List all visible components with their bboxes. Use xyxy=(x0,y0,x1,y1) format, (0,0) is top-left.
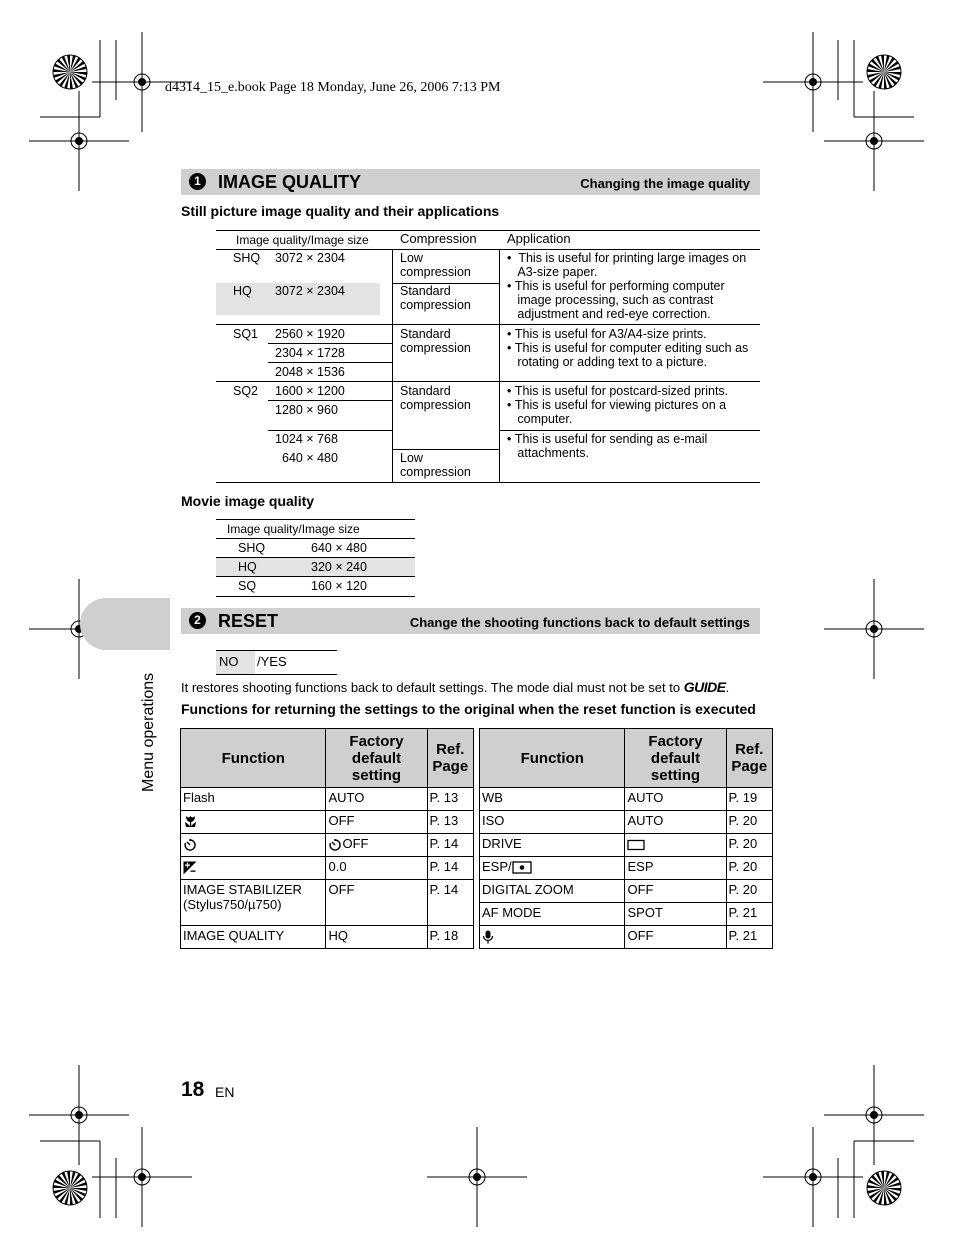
section-number: 1 xyxy=(189,173,206,190)
mode-sq1: SQ1 xyxy=(233,327,259,341)
movie-size: 640 × 480 xyxy=(311,541,367,555)
application-2: • This is useful for A3/A4-size prints. • This is useful for computer editing such as rotating or adding text to a picture. xyxy=(507,327,749,369)
size-sq1-3: 2048 × 1536 xyxy=(275,365,345,379)
table-row: DRIVE P. 20 xyxy=(480,834,773,857)
spot-metering-icon xyxy=(512,861,532,874)
language-label: EN xyxy=(215,1084,235,1100)
application-4: • This is useful for sending as e-mail attachments. xyxy=(507,432,708,460)
table-row: ESP/ ESP P. 20 xyxy=(480,857,773,880)
col-header-quality: Image quality/Image size xyxy=(236,233,369,247)
table-row: Flash AUTO P. 13 xyxy=(181,788,474,811)
size-sq2-2: 1280 × 960 xyxy=(275,403,338,417)
size-sq2-1: 1600 × 1200 xyxy=(275,384,345,398)
mode-hq: HQ xyxy=(233,284,252,298)
application-3: • This is useful for postcard-sized prints. • This is useful for viewing pictures on a computer. xyxy=(507,384,729,426)
section-number: 2 xyxy=(189,612,206,629)
compression-standard-3: Standard compression xyxy=(400,384,471,412)
header-factory: Factory default setting xyxy=(326,729,427,788)
table-row: 0.0 P. 14 xyxy=(181,857,474,880)
reset-description: It restores shooting functions back to default settings. The mode dial must not be set to GUIDE. xyxy=(181,679,730,695)
macro-icon xyxy=(183,815,198,828)
self-timer-icon xyxy=(183,838,197,852)
reset-table-left xyxy=(180,728,474,949)
table-row: IMAGE QUALITY HQ P. 18 xyxy=(181,926,474,949)
compression-standard-2: Standard compression xyxy=(400,327,471,355)
reset-table-heading: Functions for returning the settings to the original when the reset function is executed xyxy=(181,701,756,717)
table-row: WB AUTO P. 19 xyxy=(480,788,773,811)
option-yes: /YES xyxy=(257,654,287,669)
size-sq2-4: 640 × 480 xyxy=(282,451,338,465)
movie-size: 160 × 120 xyxy=(311,579,367,593)
size-hq: 3072 × 2304 xyxy=(275,284,345,298)
header-function: Function xyxy=(480,729,625,788)
exposure-compensation-icon xyxy=(183,861,197,875)
section-bar-reset xyxy=(181,608,760,634)
movie-heading: Movie image quality xyxy=(181,493,315,509)
option-no: NO xyxy=(219,654,239,669)
compression-low-1: Low compression xyxy=(400,251,471,279)
self-timer-icon xyxy=(328,838,342,852)
size-sq1-2: 2304 × 1728 xyxy=(275,346,345,360)
still-heading: Still picture image quality and their applications xyxy=(181,203,500,219)
table-row: OFF P. 14 xyxy=(181,834,474,857)
section-subtitle: Changing the image quality xyxy=(580,176,750,191)
mode-shq: SHQ xyxy=(233,251,261,265)
col-header-application: Application xyxy=(507,231,571,246)
section-subtitle: Change the shooting functions back to default settings xyxy=(409,615,750,630)
table-row: OFF P. 13 xyxy=(181,811,474,834)
header-ref: Ref. Page xyxy=(427,729,473,788)
movie-mode: SQ xyxy=(238,579,257,593)
section-title: RESET xyxy=(218,611,279,631)
microphone-icon xyxy=(482,930,494,944)
side-tab-label: Menu operations xyxy=(140,672,157,792)
table-row: OFF P. 21 xyxy=(480,926,773,949)
section-bar-image-quality xyxy=(181,169,760,195)
size-shq: 3072 × 2304 xyxy=(275,251,345,265)
movie-col-header: Image quality/Image size xyxy=(227,522,360,536)
movie-mode: HQ xyxy=(238,560,257,574)
size-sq2-3: 1024 × 768 xyxy=(275,432,338,446)
single-frame-icon xyxy=(627,839,645,851)
header-function: Function xyxy=(181,729,326,788)
movie-size: 320 × 240 xyxy=(311,560,367,574)
table-row: AF MODE SPOT P. 21 xyxy=(480,903,773,926)
compression-standard-1: Standard compression xyxy=(400,284,471,312)
table-row: IMAGE STABILIZER (Stylus750/µ750) OFF P. 14 xyxy=(181,880,474,926)
side-tab xyxy=(80,598,170,650)
col-header-compression: Compression xyxy=(400,231,477,246)
application-1: • This is useful for printing large images on A3-size paper. • This is useful for performing computer image processing, such as contrast adjustment and red-eye correction. xyxy=(507,251,747,321)
movie-mode: SHQ xyxy=(238,541,266,555)
reset-table-right xyxy=(479,728,773,949)
page-number: 18 xyxy=(181,1078,205,1101)
size-sq1-1: 2560 × 1920 xyxy=(275,327,345,341)
section-title: IMAGE QUALITY xyxy=(218,172,361,192)
header-factory: Factory default setting xyxy=(625,729,726,788)
page-header: d4314_15_e.book Page 18 Monday, June 26, 2006 7:13 PM xyxy=(165,80,501,95)
header-ref: Ref. Page xyxy=(726,729,772,788)
table-row: ISO AUTO P. 20 xyxy=(480,811,773,834)
table-row: DIGITAL ZOOM OFF P. 20 xyxy=(480,880,773,903)
mode-sq2: SQ2 xyxy=(233,384,259,398)
compression-low-2: Low compression xyxy=(400,451,471,479)
guide-label: GUIDE xyxy=(683,679,726,695)
